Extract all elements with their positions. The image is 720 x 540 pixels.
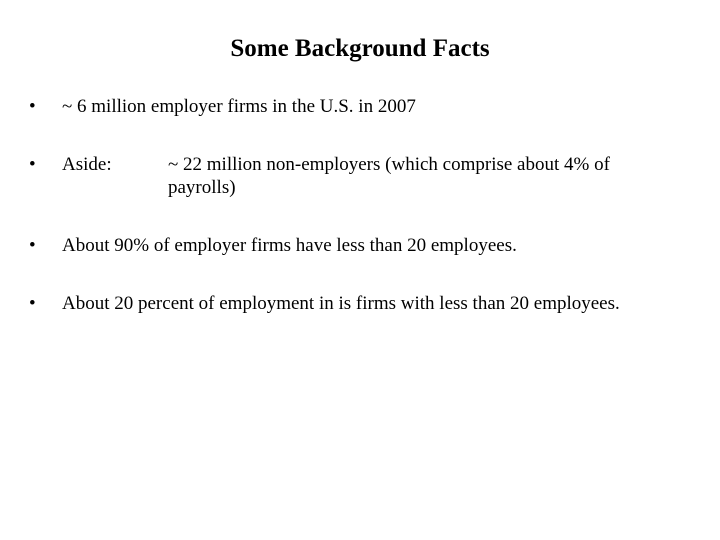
bullet-text: ~ 6 million employer firms in the U.S. in 2007 bbox=[62, 96, 416, 117]
slide-title: Some Background Facts bbox=[230, 35, 490, 62]
bullet-icon: • bbox=[29, 154, 36, 175]
bullet-icon: • bbox=[29, 96, 36, 117]
aside-label: Aside: bbox=[62, 154, 112, 175]
bullet-icon: • bbox=[29, 293, 36, 314]
bullet-text: About 20 percent of employment in is firms with less than 20 employees. bbox=[62, 293, 620, 314]
bullet-icon: • bbox=[29, 235, 36, 256]
aside-text: ~ 22 million non-employers (which comprise about 4% of payrolls) bbox=[168, 154, 610, 198]
bullet-text: About 90% of employer firms have less than 20 employees. bbox=[62, 235, 517, 256]
